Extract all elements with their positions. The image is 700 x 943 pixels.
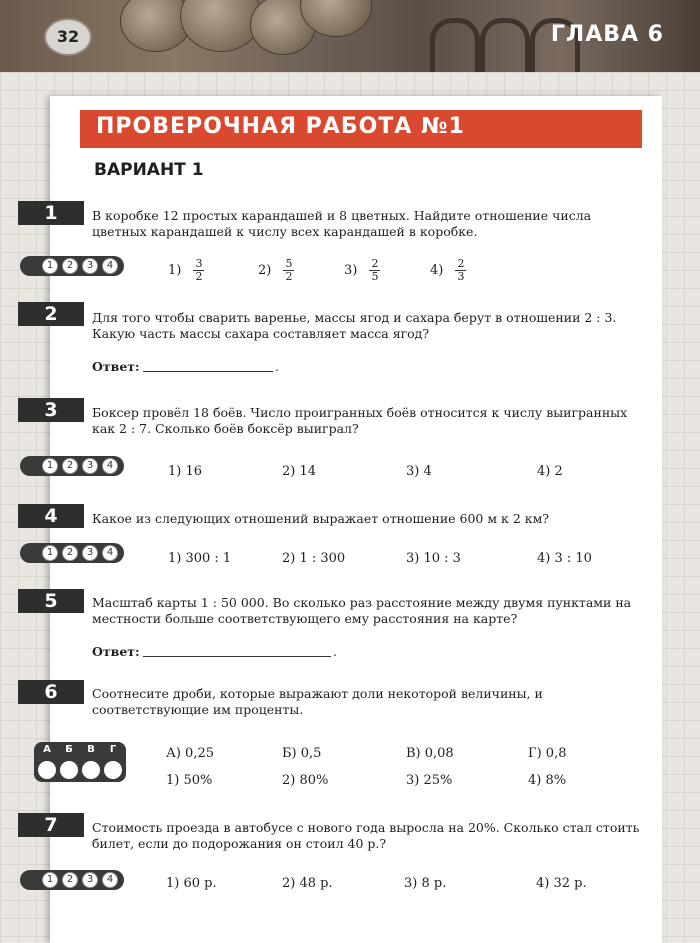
numerator: 3 xyxy=(195,257,203,270)
percent-item: 3) 25% xyxy=(406,773,453,788)
question-text: Какое из следующих отношений выражает отношение 600 м к 2 км? xyxy=(92,511,549,526)
choice-circle[interactable]: 4 xyxy=(102,258,118,274)
question-number: 4 xyxy=(18,504,84,528)
fraction xyxy=(455,258,466,283)
answer-period: . xyxy=(333,644,337,659)
choice-circle[interactable]: 3 xyxy=(82,545,98,561)
answer-option: 4) 32 р. xyxy=(536,876,587,891)
choice-circle[interactable]: 4 xyxy=(102,545,118,561)
numerator: 2 xyxy=(371,257,379,270)
option-label: 1) xyxy=(168,263,182,278)
question-text: Стоимость проезда в автобусе с нового года выросла на 20%. Сколько стал стоить билет, если до подорожания он стоил 40 р.? xyxy=(92,820,640,851)
choice-circle[interactable]: 2 xyxy=(62,545,78,561)
fraction-item: Б) 0,5 xyxy=(282,746,322,761)
page-number: 32 xyxy=(44,18,92,56)
denominator: 3 xyxy=(457,270,465,283)
match-answer-circle[interactable] xyxy=(104,761,122,779)
answer-choice-circles[interactable] xyxy=(20,543,124,563)
question-text: Для того чтобы сварить варенье, массы ягод и сахара берут в отношении 2 : 3. Какую часть массы сахара составляет масса ягод? xyxy=(92,310,617,341)
question-number: 6 xyxy=(18,680,84,704)
percent-item: 2) 80% xyxy=(282,773,329,788)
fraction xyxy=(193,258,204,283)
choice-circle[interactable]: 2 xyxy=(62,258,78,274)
choice-circle[interactable]: 4 xyxy=(102,458,118,474)
aqueduct-arch-decoration xyxy=(430,18,480,72)
choice-circle[interactable]: 2 xyxy=(62,458,78,474)
percent-item: 4) 8% xyxy=(528,773,567,788)
answer-option: 2) 14 xyxy=(282,464,317,479)
answer-blank[interactable] xyxy=(143,359,273,372)
answer-label: Ответ: xyxy=(92,359,140,374)
question-text: Масштаб карты 1 : 50 000. Во сколько раз расстояние между двумя пунктами на местности больше соответствующего ему расстояния на карте? xyxy=(92,595,632,626)
answer-option xyxy=(258,258,294,283)
match-answer-circle[interactable] xyxy=(38,761,56,779)
option-label: 4) xyxy=(430,263,444,278)
answer-option: 3) 8 р. xyxy=(404,876,447,891)
option-label: 2) xyxy=(258,263,272,278)
answer-choice-circles[interactable] xyxy=(20,456,124,476)
question-number: 3 xyxy=(18,398,84,422)
fraction xyxy=(369,258,380,283)
numerator: 5 xyxy=(285,257,293,270)
answer-option xyxy=(344,258,380,283)
fraction-item: В) 0,08 xyxy=(406,746,454,761)
choice-circle[interactable]: 3 xyxy=(82,458,98,474)
answer-blank[interactable] xyxy=(143,644,331,657)
answer-option: 1) 60 р. xyxy=(166,876,217,891)
match-answer-circle[interactable] xyxy=(82,761,100,779)
answer-option: 2) 48 р. xyxy=(282,876,333,891)
match-letter: В xyxy=(87,744,95,755)
denominator: 5 xyxy=(371,270,379,283)
choice-circle[interactable]: 1 xyxy=(42,458,58,474)
answer-choice-circles[interactable] xyxy=(20,870,124,890)
answer-option xyxy=(168,258,204,283)
choice-circle[interactable]: 4 xyxy=(102,872,118,888)
match-letter: Г xyxy=(109,744,117,755)
title-banner xyxy=(80,110,642,148)
answer-label: Ответ: xyxy=(92,644,140,659)
choice-circle[interactable]: 2 xyxy=(62,872,78,888)
option-label: 3) xyxy=(344,263,358,278)
question-number: 1 xyxy=(18,201,84,225)
question-text: В коробке 12 простых карандашей и 8 цветных. Найдите отношение числа цветных карандашей к числу всех карандашей в коробке. xyxy=(92,208,592,239)
matching-answer-grid[interactable] xyxy=(34,742,126,782)
question-number: 2 xyxy=(18,302,84,326)
choice-circle[interactable]: 3 xyxy=(82,872,98,888)
answer-option: 1) 16 xyxy=(168,464,203,479)
question-number: 7 xyxy=(18,813,84,837)
choice-circle[interactable]: 1 xyxy=(42,258,58,274)
fraction-item: А) 0,25 xyxy=(166,746,214,761)
page-header xyxy=(0,0,700,72)
denominator: 2 xyxy=(195,270,203,283)
answer-period: . xyxy=(275,359,279,374)
choice-circle[interactable]: 3 xyxy=(82,258,98,274)
answer-option: 4) 3 : 10 xyxy=(537,551,592,566)
question-number: 5 xyxy=(18,589,84,613)
match-letter: А xyxy=(43,744,51,755)
question-text: Соотнесите дроби, которые выражают доли некоторой величины, и соответствующие им проценты. xyxy=(92,686,543,717)
choice-circle[interactable]: 1 xyxy=(42,545,58,561)
question-text: Боксер провёл 18 боёв. Число проигранных боёв относится к числу выигранных как 2 : 7. Сколько боёв боксёр выиграл? xyxy=(92,405,628,436)
answer-option: 4) 2 xyxy=(537,464,563,479)
chapter-title: ГЛАВА 6 xyxy=(550,22,664,47)
percent-item: 1) 50% xyxy=(166,773,213,788)
numerator: 2 xyxy=(457,257,465,270)
denominator: 2 xyxy=(285,270,293,283)
fraction-item: Г) 0,8 xyxy=(528,746,567,761)
answer-option: 3) 10 : 3 xyxy=(406,551,461,566)
answer-option xyxy=(430,258,466,283)
answer-choice-circles[interactable] xyxy=(20,256,124,276)
choice-circle[interactable]: 1 xyxy=(42,872,58,888)
answer-option: 2) 1 : 300 xyxy=(282,551,346,566)
answer-option: 1) 300 : 1 xyxy=(168,551,232,566)
aqueduct-arch-decoration xyxy=(480,18,530,72)
fraction xyxy=(283,258,294,283)
match-letter: Б xyxy=(65,744,73,755)
match-answer-circle[interactable] xyxy=(60,761,78,779)
answer-option: 3) 4 xyxy=(406,464,432,479)
page-title: ПРОВЕРОЧНАЯ РАБОТА №1 xyxy=(96,114,465,139)
variant-heading: ВАРИАНТ 1 xyxy=(94,160,204,180)
